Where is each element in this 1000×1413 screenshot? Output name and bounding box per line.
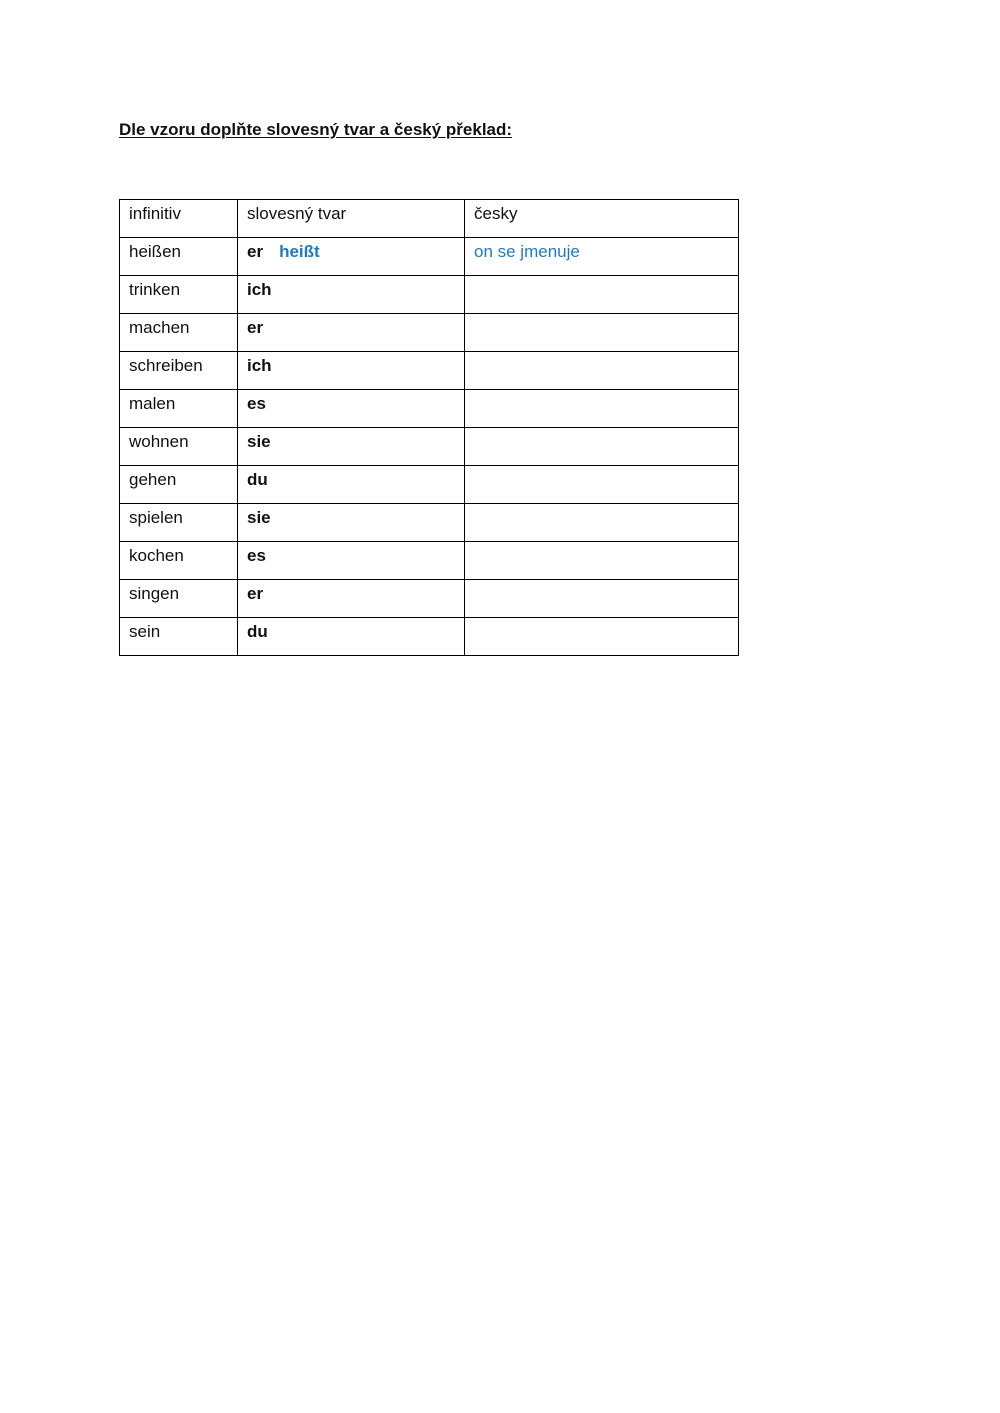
table-row [120,428,739,466]
table-row [120,352,739,390]
table-row [120,542,739,580]
pronoun: ich [247,280,272,299]
infinitive-cell: machen [120,314,238,352]
czech-cell[interactable] [465,504,739,542]
verb-form-cell[interactable] [238,352,465,390]
header-infinitive: infinitiv [120,200,238,238]
pronoun: es [247,394,266,413]
table-row [120,314,739,352]
table-row [120,276,739,314]
czech-cell[interactable] [465,390,739,428]
pronoun: sie [247,432,271,451]
verb-form-cell[interactable] [238,314,465,352]
czech-cell[interactable] [465,276,739,314]
page-title: Dle vzoru doplňte slovesný tvar a český překlad: [119,120,513,139]
verb-form-cell[interactable] [238,542,465,580]
czech-cell[interactable] [465,314,739,352]
infinitive-cell: heißen [120,238,238,276]
header-czech: česky [465,200,739,238]
infinitive-cell: schreiben [120,352,238,390]
verb-form-cell[interactable] [238,466,465,504]
verb-form-answer: heißt [279,242,320,261]
infinitive-cell: gehen [120,466,238,504]
czech-cell[interactable] [465,428,739,466]
verb-form-cell[interactable] [238,580,465,618]
verb-form-cell[interactable] [238,276,465,314]
pronoun: du [247,622,268,641]
czech-cell[interactable] [465,352,739,390]
verb-table [119,199,739,656]
verb-form-cell[interactable] [238,618,465,656]
table-header-row [120,200,739,238]
czech-cell[interactable] [465,466,739,504]
infinitive-cell: spielen [120,504,238,542]
czech-cell[interactable] [465,618,739,656]
verb-form-cell[interactable] [238,428,465,466]
table-row [120,618,739,656]
czech-answer: on se jmenuje [474,242,580,261]
czech-cell[interactable] [465,238,739,276]
pronoun: du [247,470,268,489]
czech-cell[interactable] [465,542,739,580]
pronoun: ich [247,356,272,375]
verb-form-cell[interactable] [238,504,465,542]
table-row [120,504,739,542]
infinitive-cell: kochen [120,542,238,580]
infinitive-cell: malen [120,390,238,428]
verb-form-cell[interactable] [238,238,465,276]
verb-form-cell[interactable] [238,390,465,428]
infinitive-cell: singen [120,580,238,618]
pronoun: es [247,546,266,565]
table-row [120,466,739,504]
pronoun: sie [247,508,271,527]
pronoun: er [247,584,264,603]
pronoun: er [247,318,264,337]
table-row [120,580,739,618]
table-row [120,238,739,276]
infinitive-cell: wohnen [120,428,238,466]
czech-cell[interactable] [465,580,739,618]
header-verb-form: slovesný tvar [238,200,465,238]
infinitive-cell: sein [120,618,238,656]
table-row [120,390,739,428]
pronoun: er [247,242,264,261]
infinitive-cell: trinken [120,276,238,314]
